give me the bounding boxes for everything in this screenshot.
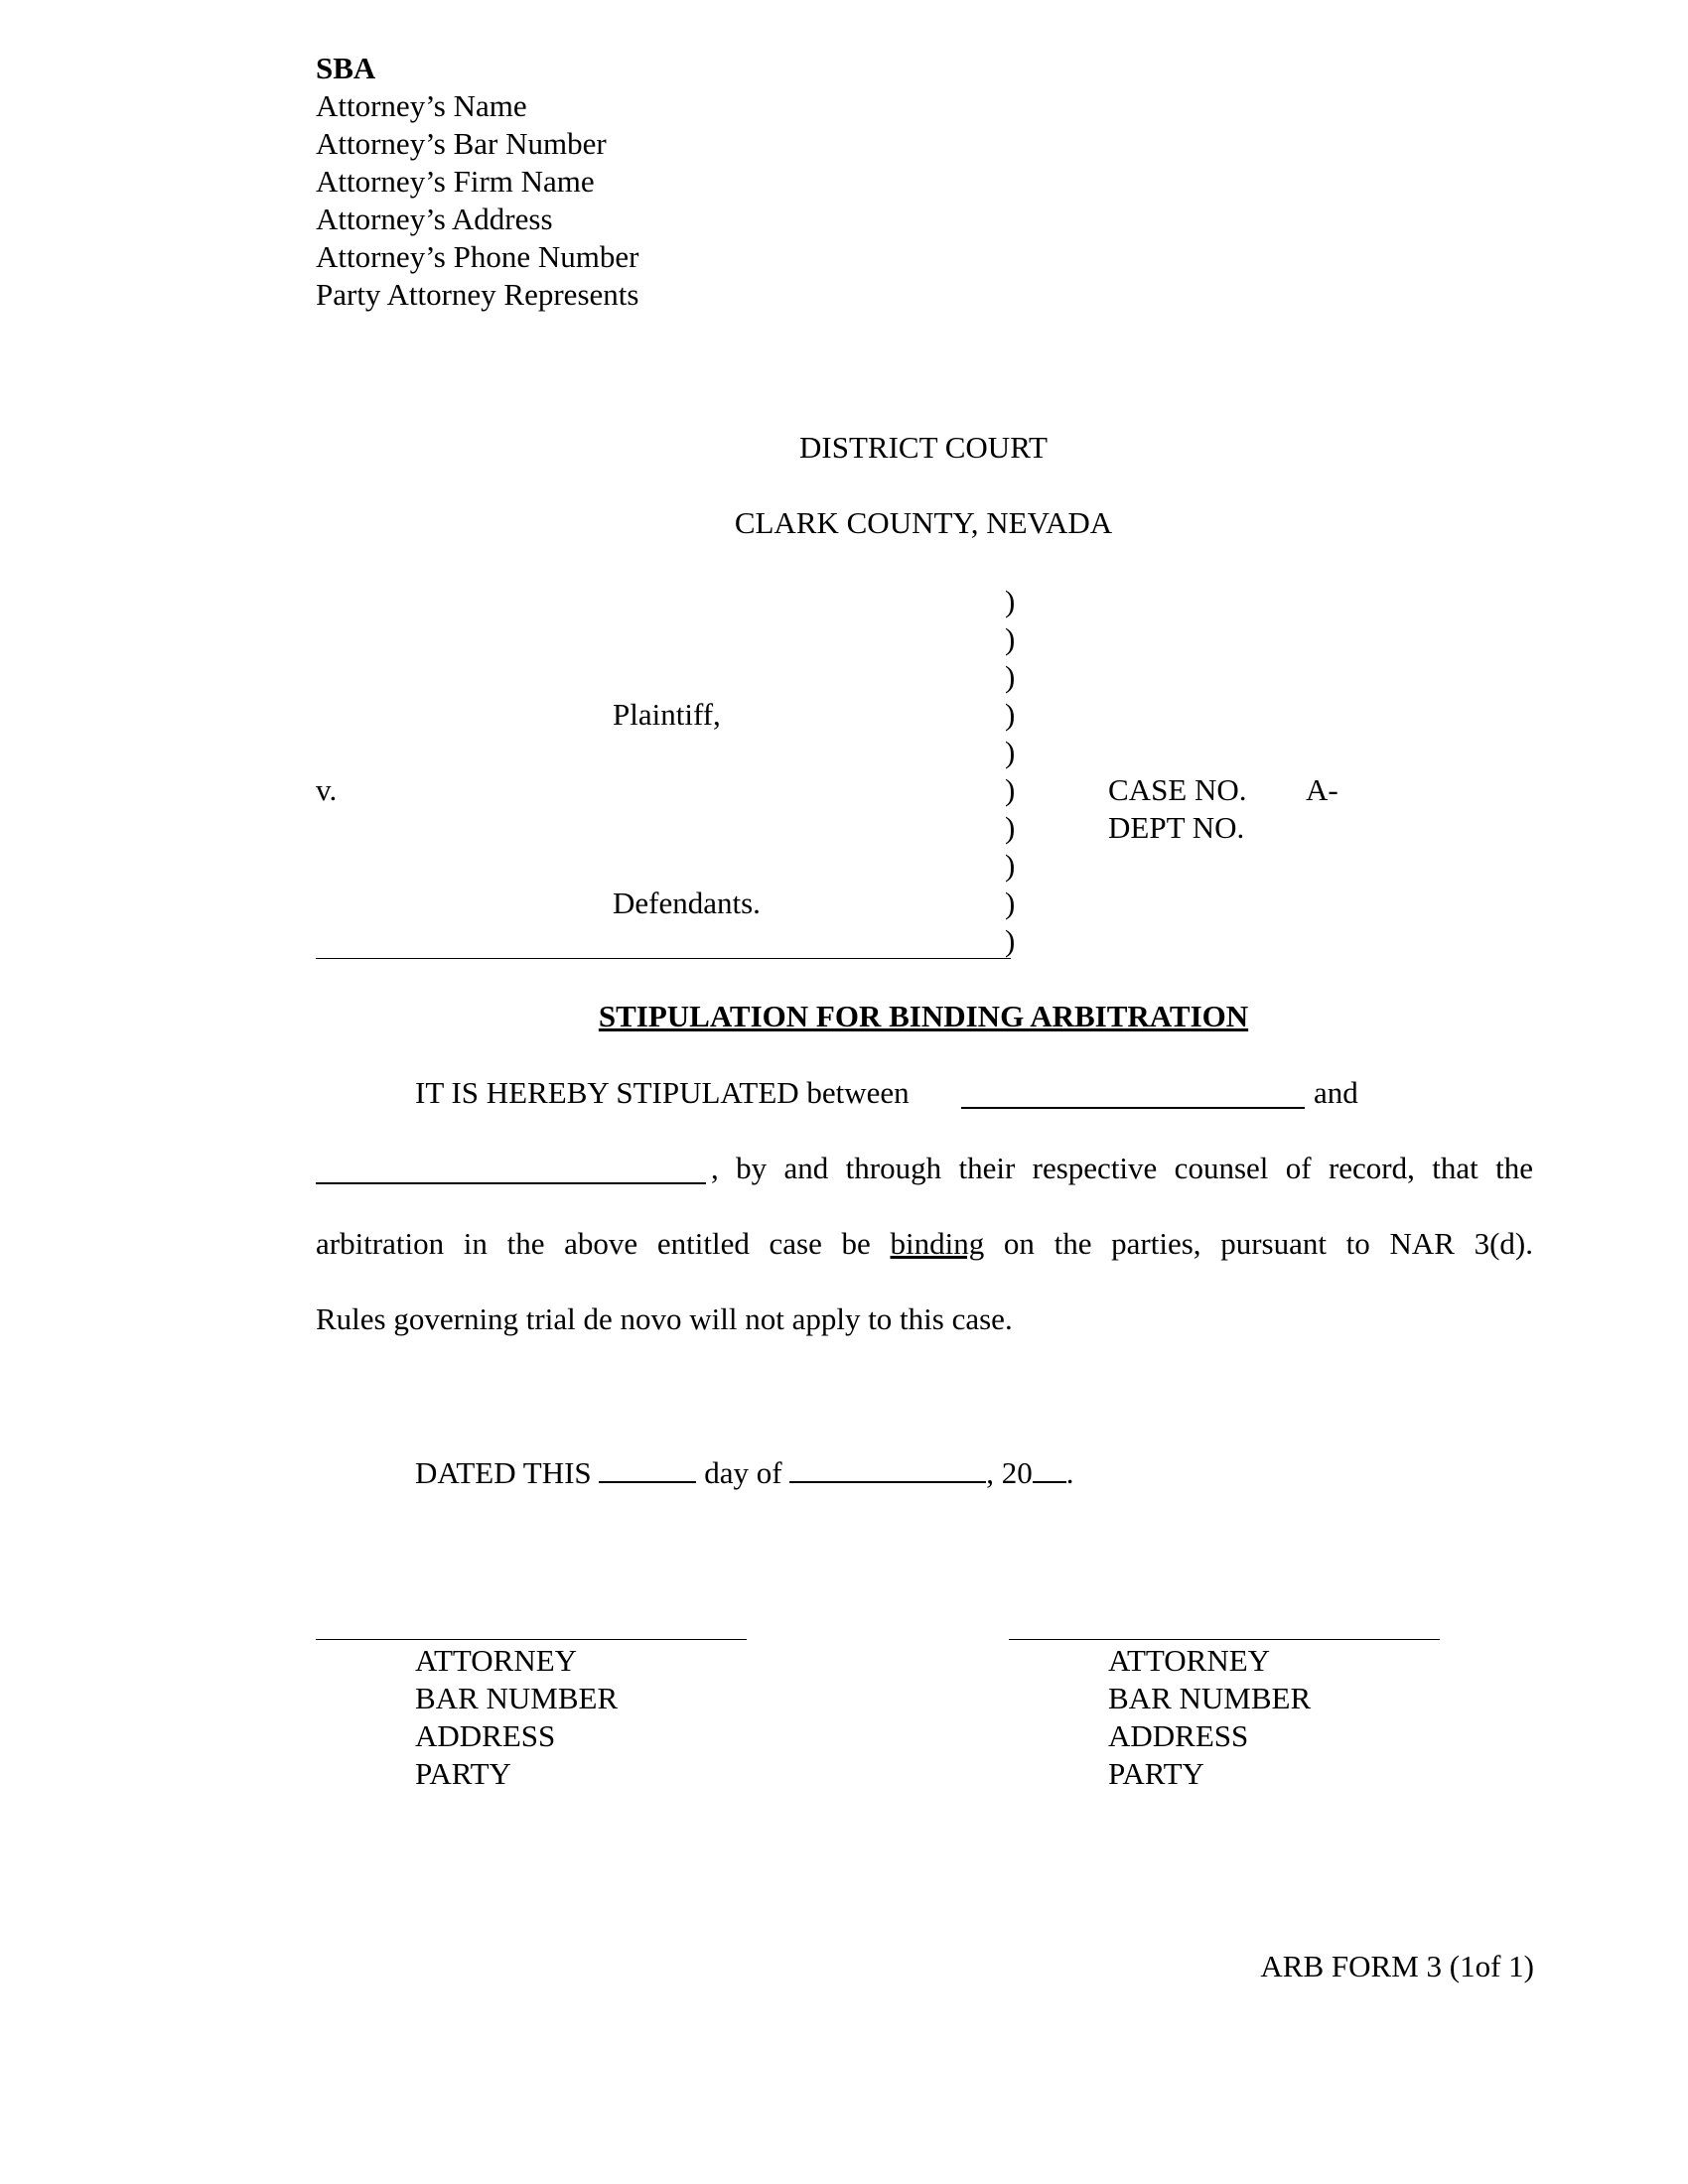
caption-paren: ): [1005, 810, 1016, 845]
caption-parentheses: [1005, 583, 1015, 960]
dated-suffix: .: [1065, 1455, 1074, 1490]
party-1-blank: [961, 1107, 1305, 1109]
line3-before: arbitration in the above entitled case be: [316, 1226, 871, 1261]
month-blank: [789, 1453, 986, 1483]
caption-underline: [316, 958, 1011, 959]
case-number-value: A-: [1306, 772, 1338, 807]
sig-right-attorney: ATTORNEY: [1108, 1643, 1271, 1678]
sig-left-address: ADDRESS: [415, 1718, 556, 1753]
defendants-label: Defendants.: [613, 886, 761, 920]
document-title: STIPULATION FOR BINDING ARBITRATION: [598, 999, 1249, 1033]
dept-number-label: DEPT NO.: [1108, 810, 1245, 845]
attorney-name-line: Attorney’s Name: [316, 88, 527, 123]
attorney-phone-line: Attorney’s Phone Number: [316, 239, 639, 274]
year-blank: [1033, 1453, 1066, 1483]
day-of-label: day of: [704, 1455, 782, 1490]
day-blank: [599, 1453, 696, 1483]
signature-line-right: [1009, 1639, 1440, 1640]
sig-right-party: PARTY: [1108, 1756, 1204, 1791]
court-county: CLARK COUNTY, NEVADA: [734, 505, 1113, 540]
attorney-firm-name-line: Attorney’s Firm Name: [316, 164, 595, 199]
caption-paren: ): [1005, 621, 1016, 656]
line3-after: on the parties, pursuant to NAR 3(d).: [1003, 1226, 1533, 1261]
caption-paren: ): [1005, 735, 1016, 769]
party-2-blank: [316, 1182, 706, 1184]
caption-paren: ): [1005, 772, 1016, 807]
sig-left-party: PARTY: [415, 1756, 511, 1791]
case-number-label: CASE NO.: [1108, 772, 1247, 807]
attorney-address-line: Attorney’s Address: [316, 202, 553, 236]
attorney-header-block: [316, 50, 638, 314]
sig-right-address: ADDRESS: [1108, 1718, 1249, 1753]
stipulation-line-3: [316, 1225, 1533, 1263]
caption-paren: ): [1005, 659, 1016, 694]
caption-paren: ): [1005, 923, 1016, 958]
party-represented-line: Party Attorney Represents: [316, 277, 639, 312]
stipulation-line-4: Rules governing trial de novo will not apply to this case.: [316, 1301, 1013, 1336]
court-name: DISTRICT COURT: [799, 430, 1048, 465]
form-identifier: ARB FORM 3 (1of 1): [1260, 1949, 1534, 1983]
stipulation-line-2: , by and through their respective counsel of record, that the: [711, 1151, 1533, 1185]
signature-line-left: [316, 1639, 747, 1640]
caption-paren: ): [1005, 886, 1016, 920]
caption-paren: ): [1005, 848, 1016, 883]
sig-left-attorney: ATTORNEY: [415, 1643, 578, 1678]
binding-word: binding: [890, 1226, 985, 1261]
plaintiff-label: Plaintiff,: [613, 697, 721, 732]
year-prefix: , 20: [986, 1455, 1033, 1490]
dated-prefix: DATED THIS: [415, 1455, 592, 1490]
firm-code: SBA: [316, 51, 376, 85]
sig-right-bar-number: BAR NUMBER: [1108, 1681, 1312, 1715]
versus-label: v.: [316, 772, 338, 807]
stipulation-and: and: [1314, 1075, 1358, 1110]
sig-left-bar-number: BAR NUMBER: [415, 1681, 619, 1715]
dated-line: [415, 1453, 1074, 1492]
signature-block-left: [415, 1642, 618, 1793]
attorney-bar-number-line: Attorney’s Bar Number: [316, 126, 607, 161]
caption-paren: ): [1005, 584, 1016, 618]
caption-paren: ): [1005, 697, 1016, 732]
stipulation-line-1: IT IS HEREBY STIPULATED between: [415, 1075, 910, 1110]
signature-block-right: [1108, 1642, 1311, 1793]
